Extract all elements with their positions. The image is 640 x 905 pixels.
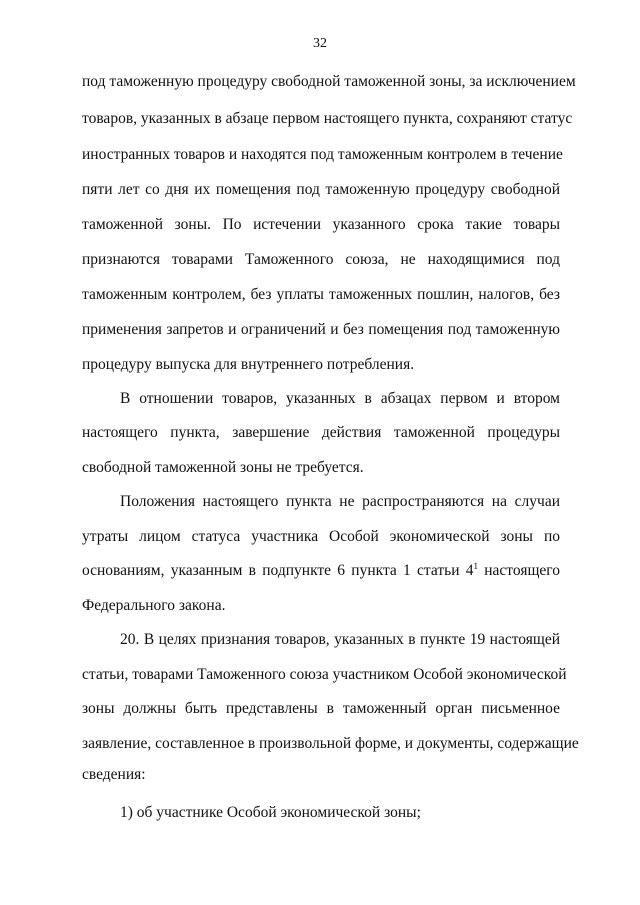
- text-run: настоящего: [478, 562, 560, 579]
- text-line: статьи, товарами Таможенного союза участником Особой экономической: [82, 666, 567, 683]
- text-line: утраты лицом статуса участника Особой экономической зоны по: [82, 528, 560, 545]
- text-line: иностранных товаров и находятся под таможенным контролем в течение: [82, 146, 563, 163]
- text-line: свободной таможенной зоны не требуется.: [82, 459, 364, 476]
- text-line: 20. В целях признания товаров, указанных в пункте 19 настоящей: [120, 631, 560, 648]
- superscript: 1: [473, 561, 478, 571]
- text-line: заявление, составленное в произвольной форме, и документы, содержащие: [82, 735, 579, 752]
- text-line: применения запретов и ограничений и без помещения под таможенную: [82, 321, 560, 338]
- page-number: 32: [313, 36, 327, 51]
- text-line: товаров, указанных в абзаце первом настоящего пункта, сохраняют статус: [82, 110, 573, 127]
- text-line: таможенной зоны. По истечении указанного срока такие товары: [82, 216, 560, 233]
- text-line: 1) об участнике Особой экономической зоны;: [120, 804, 421, 821]
- text-line: под таможенную процедуру свободной таможенной зоны, за исключением: [82, 73, 576, 90]
- text-line: Федерального закона.: [82, 597, 226, 614]
- text-run: основаниям, указанным в подпункте 6 пункта 1 статьи 4: [82, 562, 474, 579]
- text-line: настоящего пункта, завершение действия таможенной процедуры: [82, 424, 560, 441]
- text-line: процедуру выпуска для внутреннего потребления.: [82, 356, 415, 373]
- text-line: зоны должны быть представлены в таможенный орган письменное: [82, 700, 560, 717]
- text-line: сведения:: [82, 766, 146, 783]
- text-line: В отношении товаров, указанных в абзацах первом и втором: [120, 390, 560, 407]
- text-line: таможенным контролем, без уплаты таможенных пошлин, налогов, без: [82, 286, 560, 303]
- text-line: пяти лет со дня их помещения под таможенную процедуру свободной: [82, 181, 560, 198]
- text-line: [82, 561, 560, 581]
- text-line: признаются товарами Таможенного союза, не находящимися под: [82, 251, 560, 268]
- text-line: Положения настоящего пункта не распространяются на случаи: [120, 493, 560, 510]
